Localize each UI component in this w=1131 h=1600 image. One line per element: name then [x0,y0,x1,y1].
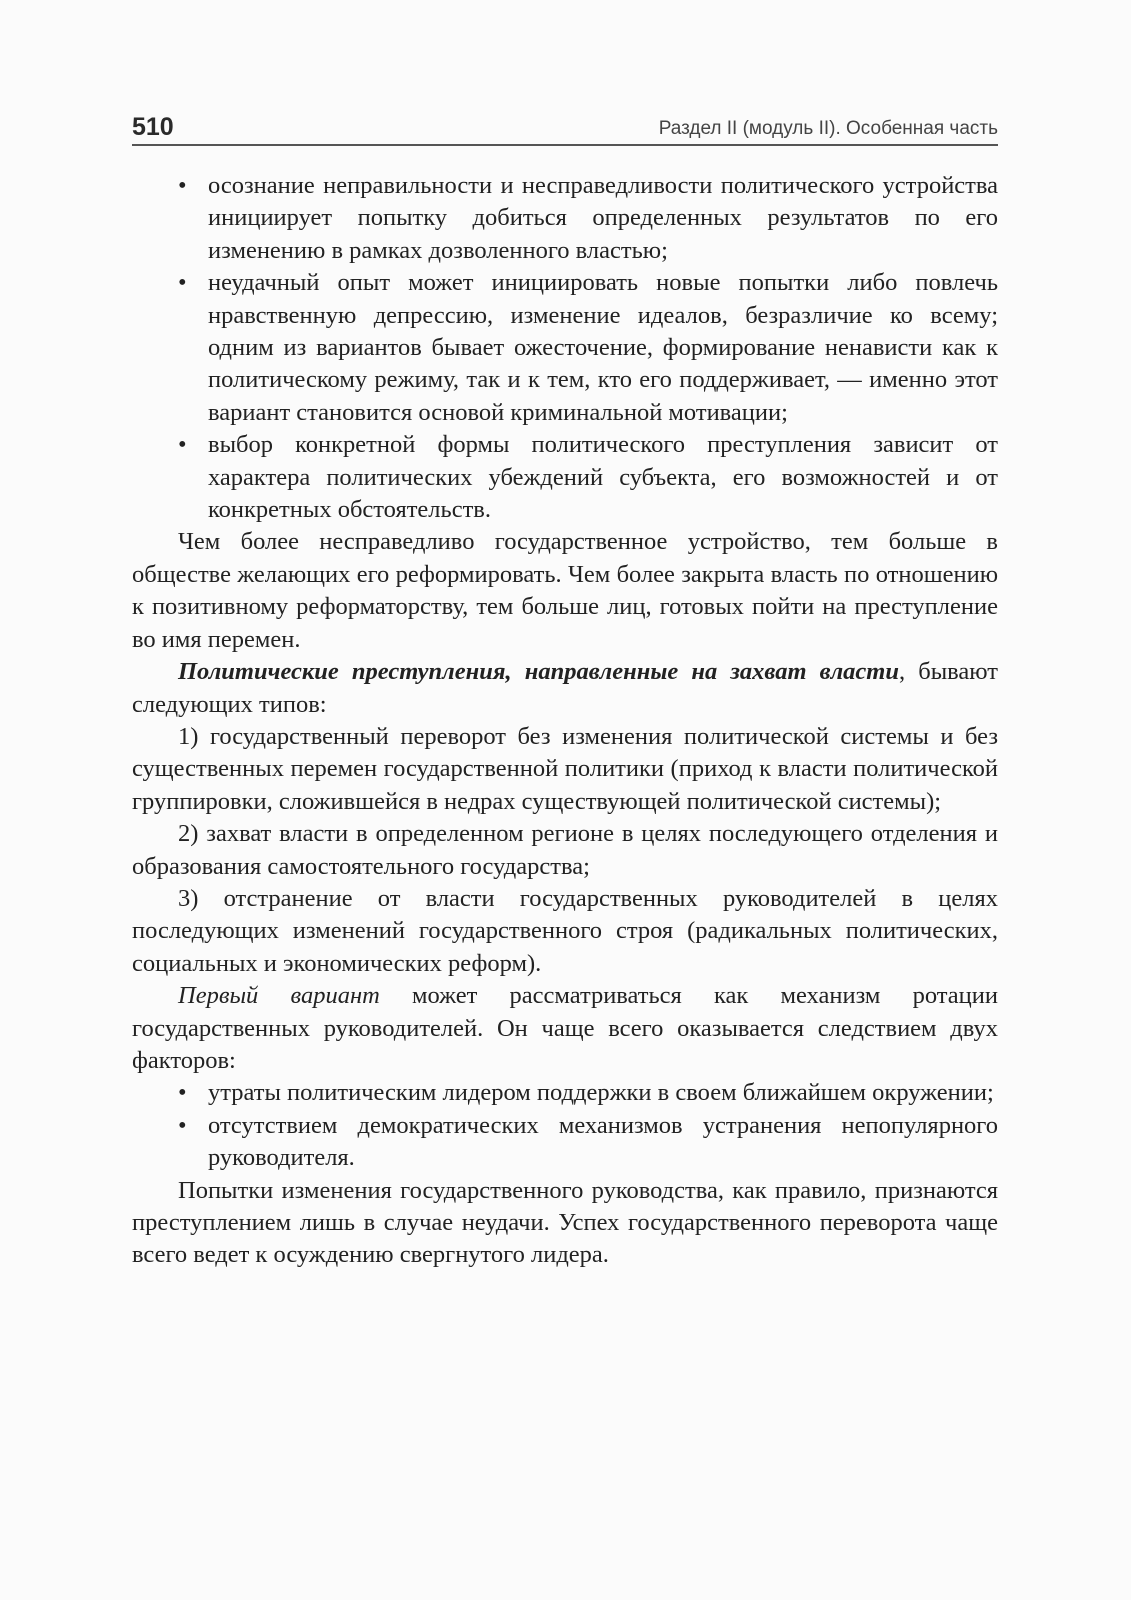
paragraph: Первый вариант может рассматриваться как механизм ротации государственных руководителей. Он чаще всего оказывается следствием двух факторов: [132,982,998,1074]
bullet-list-1 [132,170,998,526]
list-item: • выбор конкретной формы политического преступления зависит от характера политических убеждений субъекта, его возможностей и от конкретных обстоятельств. [178,431,998,524]
list-item: • отсутствием демократических механизмов устранения непопулярного руководителя. [178,1111,998,1172]
numbered-item: 2) захват власти в определенном регионе в целях последующего отделения и образования самостоятельного государства; [132,820,998,880]
page-body [132,170,998,1272]
numbered-item: 3) отстранение от власти государственных руководителей в целях последующих изменений государственного строя (радикальных политических, социальных и экономических реформ). [132,884,998,977]
paragraph: Попытки изменения государственного руководства, как правило, признаются преступлением лишь в случае неудачи. Успех государственного переворота чаще всего ведет к осуждению свергнутого лидера. [132,1176,998,1269]
running-head: Раздел II (модуль II). Особенная часть [658,118,998,139]
page-number: 510 [132,113,174,141]
bullet-icon: • [178,1111,187,1139]
list-item: • неудачный опыт может инициировать новые попытки либо повлечь нравственную депрессию, изменение идеалов, безразличие ко всему; одним из вариантов бывает ожесточение, формирование ненависти как к политическому режиму, так и к тем, кто его поддерживает, — именно этот вариант становится основой криминальной мотивации; [178,269,998,426]
emphasized-term: Первый вариант [178,982,380,1010]
paragraph: Политические преступления, направленные на захват власти, бывают следующих типов: [132,658,998,718]
emphasized-term: Политические преступления, направленные на захват власти [178,658,899,686]
paragraph: Чем более несправедливо государственное устройство, тем больше в обществе желающих его реформировать. Чем более закрыта власть по отношению к позитивному реформаторству, тем больше лиц, готовых пойти на преступление во имя перемен. [132,528,998,653]
page-header [132,112,998,146]
list-item: • осознание неправильности и несправедливости политического устройства инициирует попытку добиться определенных результатов по его изменению в рамках дозволенного властью; [178,172,998,264]
bullet-list-2 [132,1077,998,1174]
list-item: • утраты политическим лидером поддержки в своем ближайшем окружении; [132,1077,998,1109]
bullet-icon: • [178,1079,187,1107]
bullet-icon: • [178,172,187,199]
numbered-item: 1) государственный переворот без изменения политической системы и без существенных перемен государственной политики (приход к власти политической группировки, сложившейся в недрах существующей политической системы); [132,722,998,815]
bullet-icon: • [178,431,187,459]
bullet-icon: • [178,269,187,297]
